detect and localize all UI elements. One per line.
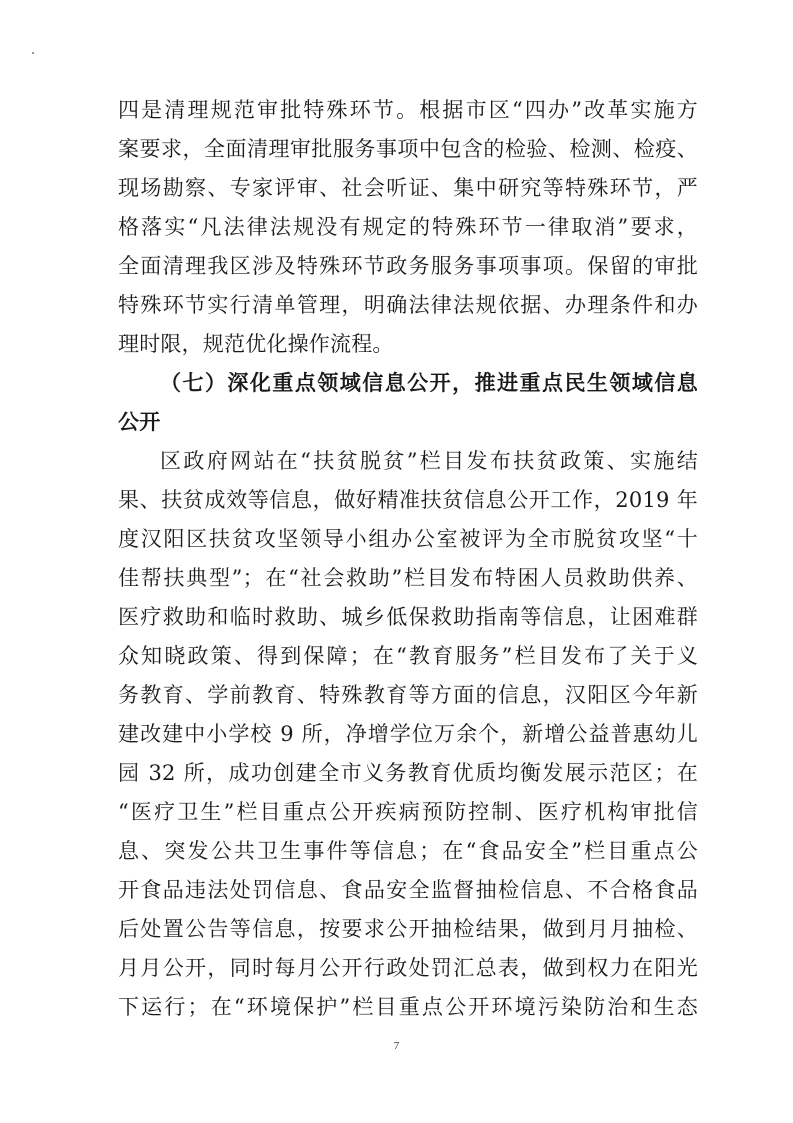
paragraph-first-line: 区政府网站在“扶贫脱贫”栏目发布扶贫政策、实施结 [160,449,698,473]
body-line: 格落实“凡法律法规没有规定的特殊环节一律取消”要求， [118,215,698,239]
section-heading: （七）深化重点领域信息公开，推进重点民生领域信息 [160,370,698,395]
body-line: 医疗救助和临时救助、城乡低保救助指南等信息，让困难群 [118,605,698,629]
body-line: “医疗卫生”栏目重点公开疾病预防控制、医疗机构审批信 [118,800,698,824]
body-line: 后处置公告等信息，按要求公开抽检结果，做到月月抽检、 [118,917,698,941]
body-line: 息、突发公共卫生事件等信息；在“食品安全”栏目重点公 [118,839,698,863]
body-line: 理时限，规范优化操作流程。 [118,332,394,356]
body-line: 月月公开，同时每月公开行政处罚汇总表，做到权力在阳光 [118,956,698,980]
body-line: 四是清理规范审批特殊环节。根据市区“四办”改革实施方 [118,98,698,122]
body-line: 务教育、学前教育、特殊教育等方面的信息，汉阳区今年新 [118,683,698,707]
body-line: 果、扶贫成效等信息，做好精准扶贫信息公开工作，2019 年 [118,488,698,512]
page-number: 7 [393,1040,400,1052]
body-line: 全面清理我区涉及特殊环节政务服务事项事项。保留的审批 [118,254,698,278]
body-line: 众知晓政策、得到保障；在“教育服务”栏目发布了关于义 [118,644,698,668]
body-line: 度汉阳区扶贫攻坚领导小组办公室被评为全市脱贫攻坚“十 [118,527,698,551]
body-line: 佳帮扶典型”；在“社会救助”栏目发布特困人员救助供养、 [118,566,698,590]
section-heading-continued: 公开 [118,409,161,434]
scan-speck [32,52,34,54]
body-line: 案要求，全面清理审批服务事项中包含的检验、检测、检疫、 [118,137,698,161]
body-line: 建改建中小学校 9 所，净增学位万余个，新增公益普惠幼儿 [118,722,698,746]
body-line: 园 32 所，成功创建全市义务教育优质均衡发展示范区；在 [118,761,698,785]
body-line: 特殊环节实行清单管理，明确法律法规依据、办理条件和办 [118,293,698,317]
body-line: 开食品违法处罚信息、食品安全监督抽检信息、不合格食品 [118,878,698,902]
body-line: 现场勘察、专家评审、社会听证、集中研究等特殊环节，严 [118,176,698,200]
body-line: 下运行；在“环境保护”栏目重点公开环境污染防治和生态 [118,995,698,1019]
